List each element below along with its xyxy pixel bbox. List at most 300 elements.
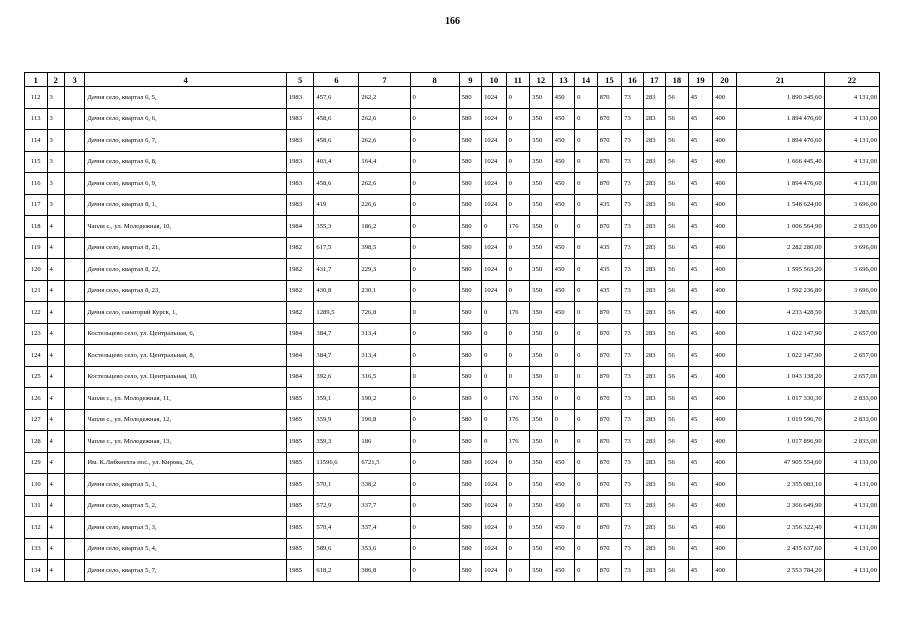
table-cell: 458,6 (314, 173, 359, 195)
table-cell: 73 (622, 280, 643, 302)
table-cell: 1984 (286, 216, 314, 238)
table-cell: 313,4 (359, 323, 410, 345)
table-cell (64, 280, 84, 302)
table-cell: 435 (597, 259, 622, 281)
table-cell (64, 474, 84, 496)
table-row (25, 495, 880, 517)
table-cell: 45 (688, 560, 713, 582)
table-cell: 0 (482, 216, 507, 238)
column-header: 11 (506, 73, 530, 87)
table-cell: 283 (643, 130, 666, 152)
table-cell: 4 (47, 560, 64, 582)
table-cell: 350 (530, 560, 553, 582)
table-cell: 56 (666, 560, 689, 582)
table-cell: 45 (688, 237, 713, 259)
table-row (25, 259, 880, 281)
table-cell: 350 (530, 431, 553, 453)
table-cell: 118 (25, 216, 48, 238)
table-cell: 2 833,00 (824, 388, 879, 410)
table-cell: Дачня село, санаторий Курск, 1, (85, 302, 286, 324)
table-cell: 73 (622, 237, 643, 259)
table-cell: 56 (666, 323, 689, 345)
table-cell: 400 (713, 151, 737, 173)
table-row (25, 345, 880, 367)
table-cell (64, 216, 84, 238)
table-cell: 870 (597, 302, 622, 324)
table-cell: 45 (688, 259, 713, 281)
table-cell: 350 (530, 366, 553, 388)
table-cell: 133 (25, 538, 48, 560)
table-cell: 2 435 637,60 (736, 538, 824, 560)
table-cell: 350 (530, 345, 553, 367)
table-cell: 4 (47, 237, 64, 259)
table-cell: 45 (688, 87, 713, 109)
table-cell: 1985 (286, 388, 314, 410)
table-cell: 0 (575, 302, 598, 324)
table-cell: 283 (643, 560, 666, 582)
column-header: 13 (552, 73, 575, 87)
table-cell: 0 (410, 495, 459, 517)
table-cell: 4 (47, 302, 64, 324)
table-cell: 73 (622, 560, 643, 582)
table-cell: 2 657,00 (824, 323, 879, 345)
table-cell: 283 (643, 345, 666, 367)
table-cell: Дачня село, квартал 8, 23, (85, 280, 286, 302)
table-row (25, 302, 880, 324)
table-row (25, 388, 880, 410)
table-cell: 2 356 322,40 (736, 517, 824, 539)
table-cell: 73 (622, 302, 643, 324)
table-row (25, 538, 880, 560)
table-cell: 450 (552, 538, 575, 560)
column-header: 22 (824, 73, 879, 87)
table-cell: 283 (643, 431, 666, 453)
table-cell: 283 (643, 474, 666, 496)
table-cell: 403,4 (314, 151, 359, 173)
table-cell: 45 (688, 280, 713, 302)
table-cell: 0 (482, 388, 507, 410)
table-cell: 400 (713, 495, 737, 517)
table-cell: 2 355 083,10 (736, 474, 824, 496)
table-cell: 45 (688, 452, 713, 474)
table-cell: 870 (597, 495, 622, 517)
table-cell: 124 (25, 345, 48, 367)
table-cell: 127 (25, 409, 48, 431)
table-cell: 45 (688, 517, 713, 539)
table-cell: 435 (597, 280, 622, 302)
table-cell: Дачня село, квартал 8, 22, (85, 259, 286, 281)
table-cell: 350 (530, 194, 553, 216)
table-cell: 338,2 (359, 474, 410, 496)
table-cell: 262,6 (359, 130, 410, 152)
table-cell: Им. К.Либкнехта пос., ул. Кирова, 26, (85, 452, 286, 474)
table-cell: 134 (25, 560, 48, 582)
table-cell: 1982 (286, 280, 314, 302)
table-cell: 0 (552, 345, 575, 367)
table-cell: 4 (47, 538, 64, 560)
table-cell: 130 (25, 474, 48, 496)
table-cell: 580 (459, 237, 482, 259)
table-cell: 0 (410, 560, 459, 582)
table-cell: 229,3 (359, 259, 410, 281)
table-cell (64, 173, 84, 195)
table-cell: 1 894 476,60 (736, 130, 824, 152)
table-cell: 0 (575, 495, 598, 517)
table-cell: 230,1 (359, 280, 410, 302)
table-cell: 283 (643, 302, 666, 324)
table-cell: 580 (459, 151, 482, 173)
table-cell: 1 894 476,60 (736, 173, 824, 195)
table-cell: 400 (713, 474, 737, 496)
table-cell: 870 (597, 87, 622, 109)
table-cell: 0 (575, 216, 598, 238)
table-cell: Дачня село, квартал 6, 7, (85, 130, 286, 152)
table-cell: 870 (597, 216, 622, 238)
table-cell: 131 (25, 495, 48, 517)
table-cell: 0 (506, 517, 530, 539)
table-cell (64, 538, 84, 560)
table-cell: 176 (506, 216, 530, 238)
table-cell: 400 (713, 280, 737, 302)
table-cell: 45 (688, 538, 713, 560)
table-cell: 0 (552, 323, 575, 345)
table-cell: 350 (530, 108, 553, 130)
table-cell: 0 (506, 237, 530, 259)
table-cell: 580 (459, 560, 482, 582)
table-row (25, 173, 880, 195)
table-cell: 580 (459, 431, 482, 453)
table-cell: 359,1 (314, 388, 359, 410)
table-cell: 457,6 (314, 87, 359, 109)
table-cell: 73 (622, 431, 643, 453)
table-cell: 283 (643, 194, 666, 216)
table-cell: 0 (506, 474, 530, 496)
table-cell: 870 (597, 431, 622, 453)
table-cell: Дачня село, квартал 6, 5, (85, 87, 286, 109)
table-cell: 283 (643, 151, 666, 173)
table-cell: 1983 (286, 151, 314, 173)
table-cell: 4 (47, 517, 64, 539)
table-cell: 128 (25, 431, 48, 453)
table-cell: 355,3 (314, 216, 359, 238)
table-cell: 0 (410, 323, 459, 345)
column-header: 6 (314, 73, 359, 87)
table-cell: 4 131,00 (824, 517, 879, 539)
table-cell: 450 (552, 495, 575, 517)
table-cell: 400 (713, 302, 737, 324)
table-cell: 190,2 (359, 388, 410, 410)
table-cell: 1 022 147,90 (736, 345, 824, 367)
table-cell: 580 (459, 409, 482, 431)
table-cell (64, 87, 84, 109)
table-cell: 45 (688, 474, 713, 496)
table-cell: 386,8 (359, 560, 410, 582)
table-cell: 0 (410, 409, 459, 431)
table-cell: 45 (688, 173, 713, 195)
table-cell (64, 323, 84, 345)
column-header: 4 (85, 73, 286, 87)
column-header: 18 (666, 73, 689, 87)
table-cell: Чапли с., ул. Молодежная, 10, (85, 216, 286, 238)
table-cell: 56 (666, 517, 689, 539)
table-cell: 1024 (482, 194, 507, 216)
table-cell: 400 (713, 560, 737, 582)
table-cell: 430,8 (314, 280, 359, 302)
table-cell: 3 (47, 151, 64, 173)
table-cell: 400 (713, 323, 737, 345)
table-cell: 4 131,00 (824, 452, 879, 474)
table-cell: 450 (552, 151, 575, 173)
table-cell: 400 (713, 345, 737, 367)
table-cell: 450 (552, 452, 575, 474)
table-cell: 618,2 (314, 560, 359, 582)
table-row (25, 366, 880, 388)
table-cell: 3 (47, 108, 64, 130)
table-cell: 617,5 (314, 237, 359, 259)
table-cell: 1984 (286, 345, 314, 367)
column-header: 21 (736, 73, 824, 87)
table-cell: 126 (25, 388, 48, 410)
table-cell: 419 (314, 194, 359, 216)
column-header: 12 (530, 73, 553, 87)
table-cell: 458,6 (314, 130, 359, 152)
table-cell (64, 108, 84, 130)
table-cell: 580 (459, 130, 482, 152)
table-cell: 1 017 896,90 (736, 431, 824, 453)
table-cell: 570,1 (314, 474, 359, 496)
table-cell: 283 (643, 173, 666, 195)
table-cell: 0 (410, 474, 459, 496)
table-cell: 350 (530, 388, 553, 410)
column-header: 10 (482, 73, 507, 87)
table-cell: 132 (25, 517, 48, 539)
table-cell: 350 (530, 474, 553, 496)
table-cell (64, 388, 84, 410)
column-header: 15 (597, 73, 622, 87)
table-cell: 2 657,00 (824, 345, 879, 367)
table-cell: 350 (530, 302, 553, 324)
table-cell: 164,4 (359, 151, 410, 173)
table-cell: Дачня село, квартал 5, 1, (85, 474, 286, 496)
table-cell: 580 (459, 280, 482, 302)
table-cell: 176 (506, 388, 530, 410)
table-cell: 450 (552, 87, 575, 109)
column-header: 8 (410, 73, 459, 87)
table-cell: 384,7 (314, 345, 359, 367)
column-header: 1 (25, 73, 48, 87)
table-cell: 350 (530, 495, 553, 517)
column-header: 19 (688, 73, 713, 87)
table-cell: 56 (666, 280, 689, 302)
table-cell: 0 (575, 388, 598, 410)
table-cell: 2 366 649,90 (736, 495, 824, 517)
table-cell: 580 (459, 108, 482, 130)
table-cell: 73 (622, 216, 643, 238)
table-cell: 0 (410, 173, 459, 195)
table-cell: 0 (506, 87, 530, 109)
table-cell: 283 (643, 216, 666, 238)
table-cell: 0 (575, 237, 598, 259)
column-header: 2 (47, 73, 64, 87)
table-cell: 73 (622, 323, 643, 345)
table-row (25, 517, 880, 539)
table-cell: 580 (459, 173, 482, 195)
table-cell: 45 (688, 302, 713, 324)
table-cell: 0 (410, 216, 459, 238)
table-cell: 56 (666, 431, 689, 453)
table-cell: 870 (597, 409, 622, 431)
table-cell: 0 (506, 495, 530, 517)
table-cell: 73 (622, 194, 643, 216)
table-cell: 0 (410, 130, 459, 152)
table-cell: 0 (552, 366, 575, 388)
table-cell: 4 (47, 452, 64, 474)
page-number: 166 (445, 16, 460, 27)
table-cell: 0 (575, 280, 598, 302)
table-cell: Дачня село, квартал 6, 6, (85, 108, 286, 130)
table-cell: 337,4 (359, 517, 410, 539)
table-cell: 0 (575, 323, 598, 345)
table-cell: 1024 (482, 474, 507, 496)
table-cell: 398,5 (359, 237, 410, 259)
table-cell: 870 (597, 151, 622, 173)
table-cell: Дачня село, квартал 8, 21, (85, 237, 286, 259)
table-cell: 1024 (482, 130, 507, 152)
table-row (25, 151, 880, 173)
table-cell: 400 (713, 452, 737, 474)
table-cell: 56 (666, 130, 689, 152)
column-header: 3 (64, 73, 84, 87)
table-cell: 450 (552, 517, 575, 539)
table-cell: 0 (482, 302, 507, 324)
table-cell: 73 (622, 452, 643, 474)
table-cell: 2 553 784,20 (736, 560, 824, 582)
table-cell: 4 (47, 345, 64, 367)
table-cell: 73 (622, 259, 643, 281)
table-cell: 1024 (482, 259, 507, 281)
table-cell: 458,6 (314, 108, 359, 130)
table-cell: 4 131,00 (824, 173, 879, 195)
table-cell: 0 (506, 366, 530, 388)
table-cell: 0 (575, 538, 598, 560)
table-cell: 0 (506, 345, 530, 367)
table-cell: 1983 (286, 130, 314, 152)
table-cell: 350 (530, 538, 553, 560)
table-cell: 0 (575, 259, 598, 281)
table-cell: 1289,5 (314, 302, 359, 324)
table-cell: 4 131,00 (824, 495, 879, 517)
table-cell: 0 (410, 366, 459, 388)
table-cell: 0 (410, 108, 459, 130)
table-cell: 450 (552, 108, 575, 130)
table-cell: 262,6 (359, 108, 410, 130)
table-cell: 431,7 (314, 259, 359, 281)
table-cell: 1 548 624,00 (736, 194, 824, 216)
table-cell: 1 022 147,90 (736, 323, 824, 345)
table-cell: 0 (410, 237, 459, 259)
table-cell: 1985 (286, 517, 314, 539)
table-cell: 870 (597, 366, 622, 388)
table-cell: 0 (575, 560, 598, 582)
table-cell: 435 (597, 194, 622, 216)
table-cell: 283 (643, 538, 666, 560)
table-cell: 0 (575, 409, 598, 431)
table-cell: 1985 (286, 409, 314, 431)
table-cell: 3 (47, 173, 64, 195)
table-cell: 0 (410, 431, 459, 453)
table-cell: 56 (666, 108, 689, 130)
table-cell: 0 (506, 280, 530, 302)
column-header: 16 (622, 73, 643, 87)
table-cell: 1024 (482, 452, 507, 474)
table-cell: 4 131,00 (824, 538, 879, 560)
table-cell: 45 (688, 108, 713, 130)
table-cell: 45 (688, 409, 713, 431)
table-cell: 0 (410, 538, 459, 560)
column-header: 17 (643, 73, 666, 87)
table-cell: 4 (47, 388, 64, 410)
table-cell: 870 (597, 323, 622, 345)
table-cell: 1024 (482, 87, 507, 109)
table-cell: 3 (47, 130, 64, 152)
table-cell: 0 (410, 280, 459, 302)
table-cell: 2 833,00 (824, 431, 879, 453)
table-cell: 400 (713, 194, 737, 216)
table-cell: 0 (410, 302, 459, 324)
table-cell: Дачня село, квартал 8, 1, (85, 194, 286, 216)
table-cell: 73 (622, 517, 643, 539)
table-cell: 73 (622, 108, 643, 130)
table-cell: 283 (643, 495, 666, 517)
table-cell: 400 (713, 538, 737, 560)
table-cell: 1985 (286, 538, 314, 560)
table-cell: 1024 (482, 517, 507, 539)
table-cell: 1985 (286, 431, 314, 453)
table-cell: Дачня село, квартал 6, 9, (85, 173, 286, 195)
table-cell: Костельцево село, ул. Центральная, 8, (85, 345, 286, 367)
header-row (25, 73, 880, 87)
table-cell (64, 366, 84, 388)
table-cell (64, 237, 84, 259)
table-cell: 1982 (286, 259, 314, 281)
table-cell: 113 (25, 108, 48, 130)
table-cell: 2 833,00 (824, 216, 879, 238)
table-cell: 313,4 (359, 345, 410, 367)
table-cell: 1024 (482, 280, 507, 302)
table-cell: 0 (552, 388, 575, 410)
table-cell: 4 131,00 (824, 130, 879, 152)
table-row (25, 409, 880, 431)
table-cell (64, 431, 84, 453)
table-cell: 400 (713, 173, 737, 195)
table-cell: 350 (530, 216, 553, 238)
table-row (25, 323, 880, 345)
table-cell: 45 (688, 216, 713, 238)
table-cell: 56 (666, 216, 689, 238)
table-cell: 580 (459, 216, 482, 238)
table-cell: 45 (688, 431, 713, 453)
column-header: 5 (286, 73, 314, 87)
table-cell: 400 (713, 431, 737, 453)
table-cell: 73 (622, 151, 643, 173)
table-cell: 45 (688, 495, 713, 517)
table-cell: 0 (506, 259, 530, 281)
table-cell: 0 (506, 323, 530, 345)
table-cell: 0 (552, 216, 575, 238)
table-cell: 580 (459, 495, 482, 517)
table-cell: 0 (410, 388, 459, 410)
table-cell: 0 (506, 560, 530, 582)
